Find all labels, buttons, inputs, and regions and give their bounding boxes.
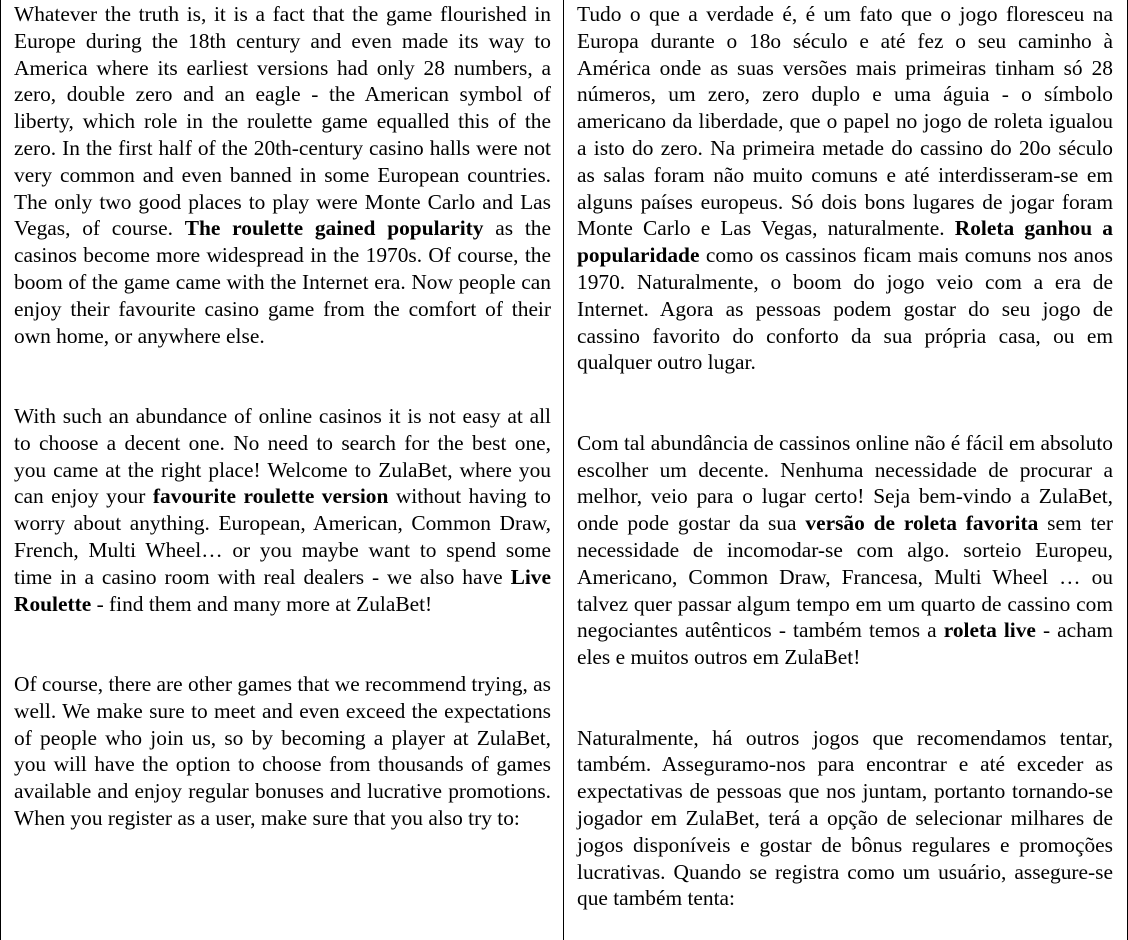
paragraph-gap [14,349,551,403]
bold-phrase: versão de roleta favorita [805,511,1039,536]
portuguese-paragraph-1 [577,1,1113,376]
text-span: as the casinos become more widespread in the 1970s. Of course, the boom of the game came with the Internet era. Now people can enjoy their favourite casino game from the comfort of their own home, or anywhere else. [14,216,551,348]
bold-phrase: roleta live [943,618,1036,643]
bold-phrase: favourite roulette version [152,484,389,509]
text-span: Of course, there are other games that we recommend trying, as well. We make sure to meet and even exceed the expectations of people who join us, so by becoming a player at ZulaBet, you will have the option to choose from thousands of games available and enjoy regular bonuses and lucrative promotions. When you register as a user, make sure that you also try to: [14,671,551,830]
text-span: sem ter necessidade de incomodar-se com algo. sorteio Europeu, Americano, Common Draw, Francesa, Multi Wheel … ou talvez quer passar algum tempo em um quarto de cassino com negociantes autênticos - também temos a [577,511,1114,643]
bold-phrase: Roleta ganhou a popularidade [577,216,1113,268]
text-span: With such an abundance of online casinos it is not easy at all to choose a decent one. No need to search for the best one, you came at the right place! Welcome to ZulaBet, where you can enjoy your [14,403,551,509]
bold-phrase: Live Roulette [14,564,551,616]
english-paragraph-3 [14,671,551,832]
text-span: Whatever the truth is, it is a fact that the game flourished in Europe during the 18th century and even made its way to America where its earliest versions had only 28 numbers, a zero, double zero and an eagle - the American symbol of liberty, which role in the roulette game equalled this of the zero. In the first half of the 20th-century casino halls were not very common and even banned in some European countries. The only two good places to play were Monte Carlo and Las Vegas, of course. [14,2,551,241]
bold-phrase: The roulette gained popularity [184,216,484,241]
text-span: Tudo o que a verdade é, é um fato que o jogo floresceu na Europa durante o 18o século e até fez o seu caminho à América onde as suas versões mais primeiras tinham só 28 números, um zero, zero duplo e uma águia - o símbolo americano da liberdade, que o papel no jogo de roleta igualou a isto do zero. Na primeira metade do cassino do 20o século as salas foram não muito comuns e até interdisseram-se em alguns países europeus. Só dois bons lugares de jogar foram Monte Carlo e Las Vegas, naturalmente. [577,2,1113,241]
english-column [1,0,563,940]
portuguese-paragraph-2 [577,430,1113,671]
paragraph-gap [14,617,551,671]
text-span: without having to worry about anything. European, American, Common Draw, French, Multi Wheel… or you maybe want to spend some time in a casino room with real dealers - we also have [14,484,551,589]
english-paragraph-1 [14,1,551,349]
paragraph-gap [577,376,1113,430]
english-paragraph-2 [14,403,551,617]
text-span: Com tal abundância de cassinos online não é fácil em absoluto escolher um decente. Nenhuma necessidade de procurar a melhor, veio para o lugar certo! Seja bem-vindo a ZulaBet, onde pode gostar da sua [577,430,1113,536]
text-span: Naturalmente, há outros jogos que recomendamos tentar, também. Asseguramo-nos para encontrar e até exceder as expectativas de pessoas que nos juntam, portanto tornando-se jogador em ZulaBet, terá a opção de selecionar milhares de jogos disponíveis e gostar de bônus regulares e promoções lucrativas. Quando se registra como um usuário, assegure-se que também tenta: [577,725,1113,911]
text-span: - find them and many more at ZulaBet! [91,591,433,616]
text-span: - acham eles e muitos outros em ZulaBet! [577,618,1113,670]
paragraph-gap [577,671,1113,725]
portuguese-paragraph-3 [577,725,1113,913]
portuguese-column [563,0,1125,940]
text-span: como os cassinos ficam mais comuns nos anos 1970. Naturalmente, o boom do jogo veio com a era de Internet. Agora as pessoas podem gostar do seu jogo de cassino favorito do conforto da sua própria casa, ou em qualquer outro lugar. [577,243,1113,375]
